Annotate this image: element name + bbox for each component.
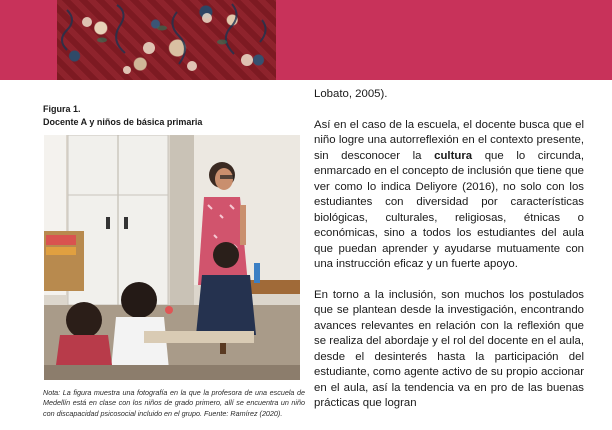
classroom-illustration <box>44 135 300 380</box>
paragraph-1-end: que lo circunda, enmarcado en el concepto de inclusión que tiene que ver como lo indica Deliyore (2016), no solo con los estudiantes con diversidad por características biológicas, culturales, religiosas, étnicas o económicas, sino a todos los estudiantes del aula que puedan aprender y ayudarse mutuamente con una instrucción eficaz y un fuerte apoyo. <box>314 149 584 270</box>
note-label: Nota: <box>43 388 61 397</box>
fabric-pattern <box>57 0 276 80</box>
figure-number: Figura 1. <box>43 104 81 114</box>
figure-note <box>43 388 305 419</box>
figure-title: Docente A y niños de básica primaria <box>43 117 203 127</box>
note-text: La figura muestra una fotografía en la que la profesora de una escuela de Medellín está en clase con los niños de grado primero, allí se encuentra un niño con discapacidad psicosocial incluido en el grupo. Fuente: Ramírez (2020). <box>43 388 305 418</box>
paragraph-2: En torno a la inclusión, son muchos los postulados que se plantean desde la investigación, encontrando avances relevantes en relación con la reflexión que se realiza del abordaje y el rol del docente en el aula, desde el desinterés hasta la participación del estudiante, como agente activo de su propio accionar en el aula, así la tendencia va en pro de las buenas prácticas que logran <box>314 288 584 409</box>
body-text-column <box>314 87 584 412</box>
keyword-cultura: cultura <box>434 149 473 162</box>
paragraph-1 <box>314 118 584 273</box>
paragraph-0: Lobato, 2005). <box>314 88 388 100</box>
header-fabric-photo <box>57 0 276 80</box>
paragraph-1-start: Así en el caso de la escuela, el docente busca que el niño logre una autorreflexión en el contexto presente, sin desconocer la <box>314 118 584 162</box>
classroom-photo <box>44 135 300 380</box>
